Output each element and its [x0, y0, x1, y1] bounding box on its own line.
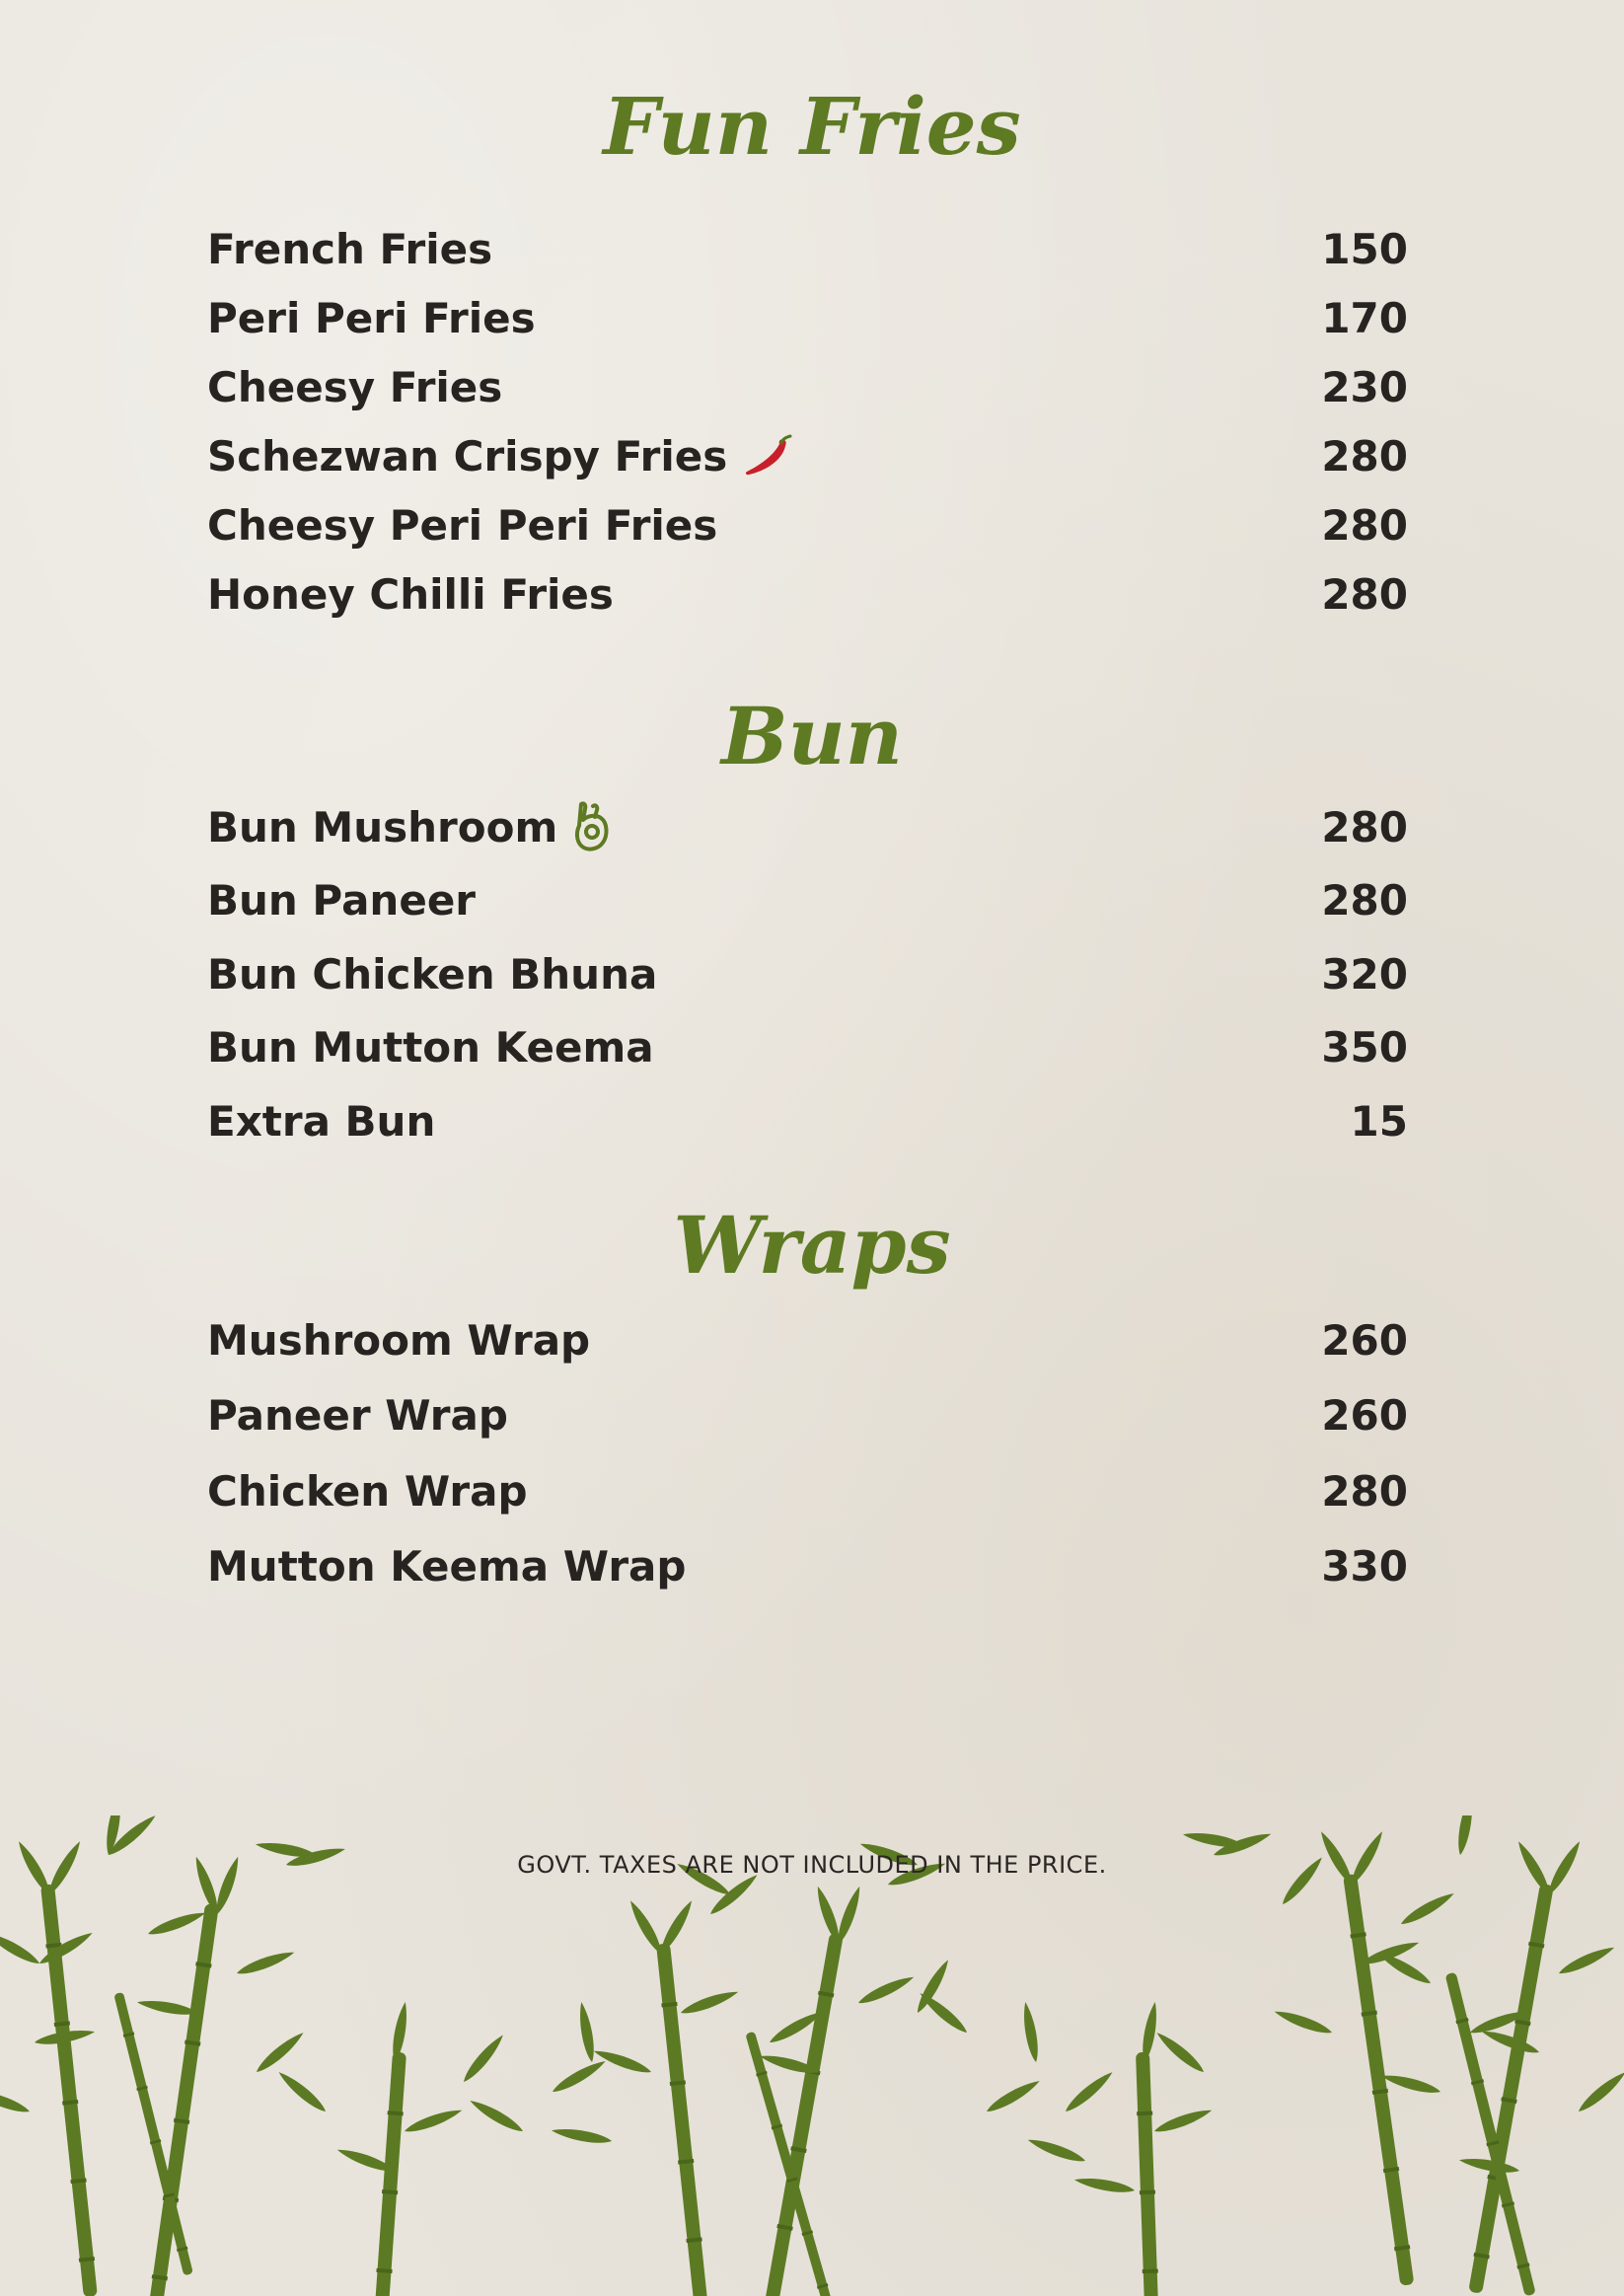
- item-name: Mushroom Wrap: [207, 1315, 591, 1365]
- menu-item: [207, 790, 1408, 864]
- item-name: Bun Paneer: [207, 876, 477, 926]
- item-name: Bun Mushroom: [207, 802, 558, 852]
- item-price: 350: [1321, 1023, 1408, 1073]
- menu-item: [207, 1084, 1408, 1158]
- menu-item: [207, 1378, 1408, 1454]
- item-price: 280: [1321, 802, 1408, 852]
- item-name: Extra Bun: [207, 1096, 436, 1146]
- menu-item: [207, 421, 1408, 490]
- bamboo-illustration: [0, 1815, 1624, 2296]
- menu-item: [207, 1529, 1408, 1605]
- menu-item: [207, 283, 1408, 352]
- item-price: 330: [1321, 1542, 1408, 1592]
- item-price: 15: [1350, 1096, 1408, 1146]
- tax-footnote: GOVT. TAXES ARE NOT INCLUDED IN THE PRICE.: [517, 1851, 1107, 1879]
- item-name: Peri Peri Fries: [207, 293, 536, 342]
- item-price: 170: [1321, 293, 1408, 342]
- item-price: 320: [1321, 949, 1408, 999]
- wraps-menu-list: [207, 1302, 1408, 1604]
- menu-item: [207, 1011, 1408, 1085]
- item-price: 230: [1321, 362, 1408, 411]
- item-price: 260: [1321, 1315, 1408, 1365]
- bun-menu-list: [207, 790, 1408, 1158]
- item-name: Cheesy Fries: [207, 362, 503, 411]
- menu-item: [207, 490, 1408, 559]
- item-name: Honey Chilli Fries: [207, 569, 614, 619]
- item-price: 280: [1321, 876, 1408, 926]
- section-title-fun-fries: Fun Fries: [603, 80, 1021, 173]
- fries-menu-list: [207, 214, 1408, 629]
- menu-item: [207, 864, 1408, 938]
- chili-icon: [741, 434, 792, 478]
- section-title-bun: Bun: [721, 690, 903, 782]
- item-price: 150: [1321, 224, 1408, 273]
- item-name: Bun Mutton Keema: [207, 1023, 654, 1073]
- menu-item: [207, 214, 1408, 283]
- item-price: 280: [1321, 1466, 1408, 1516]
- menu-item: [207, 1453, 1408, 1529]
- item-price: 280: [1321, 431, 1408, 481]
- item-price: 260: [1321, 1391, 1408, 1441]
- item-price: 280: [1321, 500, 1408, 550]
- section-title-wraps: Wraps: [673, 1199, 951, 1292]
- menu-item: [207, 1302, 1408, 1378]
- item-name: Cheesy Peri Peri Fries: [207, 500, 718, 550]
- menu-item: [207, 559, 1408, 629]
- item-price: 280: [1321, 569, 1408, 619]
- menu-item: [207, 352, 1408, 421]
- menu-item: [207, 937, 1408, 1011]
- item-name: Mutton Keema Wrap: [207, 1542, 687, 1592]
- item-name: French Fries: [207, 224, 493, 273]
- item-name: Paneer Wrap: [207, 1391, 508, 1441]
- item-name: Chicken Wrap: [207, 1466, 528, 1516]
- ok-hand-icon: [571, 800, 611, 853]
- item-name: Bun Chicken Bhuna: [207, 949, 658, 999]
- item-name: Schezwan Crispy Fries: [207, 431, 728, 481]
